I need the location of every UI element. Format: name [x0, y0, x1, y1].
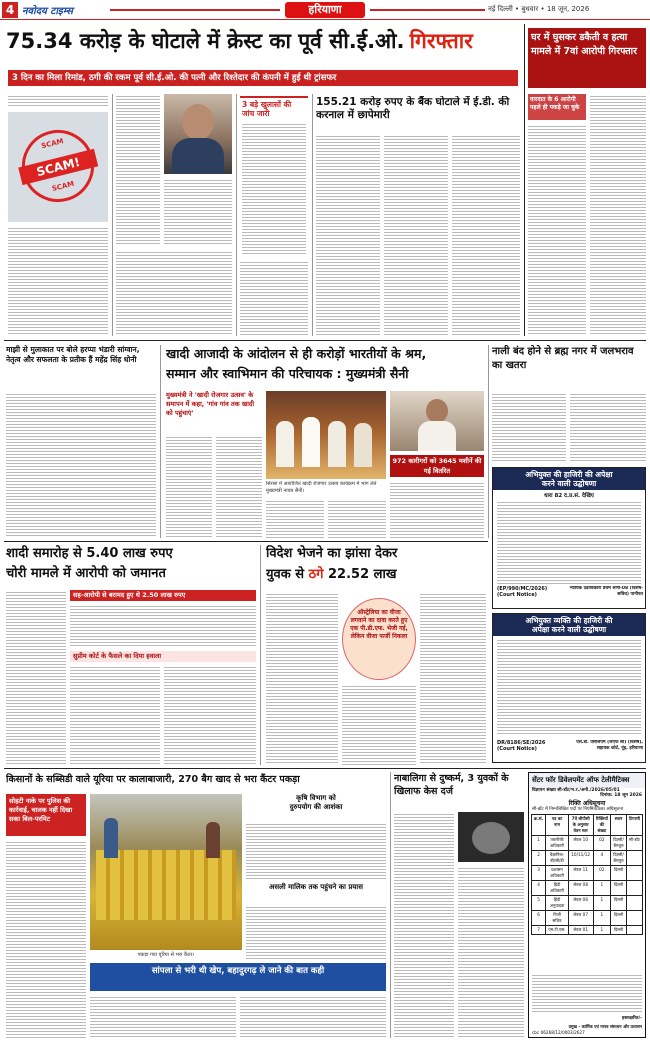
cdot-table-cell: [626, 851, 642, 866]
cdot-table-cell: लेवल 01: [568, 926, 593, 935]
cdot-table-header: 7वें सीपीसी के अनुसार वेतन स्तर: [568, 815, 593, 836]
visa-callout: ऑस्ट्रेलिया का वीजा लगवाने का दावा करते हुए एक पी.डी.एफ. भेजी गई, लेकिन वीजा फर्जी निकला: [342, 598, 416, 680]
lead-headline: [6, 27, 521, 61]
masthead: [0, 0, 650, 20]
khadi-stat-box: 972 कारीगरों को 3645 मशीनें की गई वितरित: [390, 455, 484, 477]
paper-name: नवोदय टाइम्स: [22, 6, 73, 17]
visa-fraud-headline-1: विदेश भेजने का झांसा देकर: [266, 546, 398, 561]
cdot-table-cell: निजी सचिव: [546, 911, 569, 926]
cdot-advertisement: [528, 772, 646, 1038]
cdot-table-cell: 3: [532, 866, 546, 881]
lead-headline-red: गिरफ्तार: [409, 29, 473, 53]
cdot-table-header: क्र.सं.: [532, 815, 546, 836]
urea-headline: किसानों के सब्सिडी वाले यूरिया पर कालाबाजारी, 270 बैग खाद से भरा कैंटर पकड़ा: [6, 774, 300, 785]
pullquote-box: [240, 96, 308, 256]
cdot-table-cell: 6: [532, 911, 546, 926]
cdot-table-cell: [626, 896, 642, 911]
visa-fraud-headline-2: युवक से ठगे 22.52 लाख: [266, 567, 397, 582]
cdot-table-cell: 1: [593, 911, 611, 926]
cdot-table-cell: 1: [532, 836, 546, 851]
lead-column-1-text: [8, 94, 108, 108]
supreme-court-box: सुप्रीम कोर्ट के फैसले का दिया हवाला: [70, 651, 256, 662]
accused-photo: [164, 94, 232, 174]
cdot-signatory: प्रमुख - कार्मिक एवं मानव संसाधन और प्रशासन: [568, 1024, 642, 1029]
owner-trace-head: असली मालिक तक पहुंचने का प्रयास: [269, 883, 363, 891]
urea-truck-photo: [90, 794, 242, 950]
wedding-theft-headline-1: शादी समारोह से 5.40 लाख रुपए: [6, 546, 173, 561]
cdot-table-cell: 2: [532, 851, 546, 866]
cdot-table-cell: 1: [593, 881, 611, 896]
cdot-table-cell: प्रशासन अधिकारी: [546, 866, 569, 881]
cdot-table-header: रिक्तियों की संख्या: [593, 815, 611, 836]
khadi-photo-caption: सिरसा में आयोजित खादी रोजगार उत्सव कार्यक्रम में भाग लेते मुख्यमंत्री नायब सैनी।: [266, 481, 377, 494]
sampla-blue-box: सांपला से भरी थी खेप, बहादुरगढ़ ले जाने की बात कही: [90, 963, 386, 991]
cdot-table-row: [532, 836, 643, 851]
cdot-table-cell: 4: [532, 881, 546, 896]
cdot-table-row: [532, 866, 643, 881]
cdot-table-row: [532, 911, 643, 926]
lead-headline-black: 75.34 करोड़ के घोटाले में क्रेस्ट का पूर्व सी.ई.ओ.: [6, 29, 405, 53]
urea-photo-caption: पकड़ा गया यूरिया से भरा कैंटर।: [137, 952, 195, 958]
cdot-title: सेंटर फॉर डिवेलपमेंट ऑफ टेलीमैटिक्स: [529, 773, 645, 788]
cdot-table-cell: दिल्ली: [611, 866, 627, 881]
cdot-table-cell: [626, 866, 642, 881]
cdot-table-row: [532, 881, 643, 896]
scam-stamp: SCAM SCAM! SCAM: [14, 122, 101, 209]
robbery-subhead: वारदात के 6 आरोपी पहले ही पकड़े जा चुके: [528, 94, 586, 120]
cdot-table-cell: 10/11/12: [568, 851, 593, 866]
lead-column-2-text: [116, 94, 160, 246]
cdot-table-cell: दिल्ली: [611, 926, 627, 935]
notice-1-section: धारा 82 द.प्र.सं. देखिए: [544, 493, 594, 499]
cdot-table-row: [532, 926, 643, 935]
cdot-table-cell: 02: [593, 836, 611, 851]
cdot-table-cell: दिल्ली: [611, 911, 627, 926]
cdot-vacancy-sub: सी-डॉट में निम्नलिखित पदों पर नियमित/ठेका अधिसूचना: [532, 806, 624, 812]
cdot-vacancy-title: रिक्ति अधिसूचना: [568, 799, 606, 807]
pullquote-title: 3 बड़े खुलासों की जांच जारी: [242, 100, 292, 118]
cdot-table-cell: 02: [593, 866, 611, 881]
city-date: नई दिल्ली • बुधवार • 18 जून, 2026: [488, 5, 590, 13]
cdot-vacancy-table: [531, 814, 643, 935]
cdot-table-cell: 7: [532, 926, 546, 935]
notice-1-title: अभियुक्त की हाजिरी की अपेक्षा करने वाली उद्घोषणा: [493, 468, 645, 490]
wedding-theft-headline-2: चोरी मामले में आरोपी को जमानत: [6, 566, 166, 581]
cdot-table-cell: 1: [593, 926, 611, 935]
khadi-headline-1: खादी आजादी के आंदोलन से ही करोड़ों भारतीयों के श्रम,: [166, 346, 427, 361]
cdot-signature: हस्ताक्षरित/-: [621, 1016, 642, 1021]
section-name: हरियाणा: [285, 2, 365, 18]
notice-1-case: (EP/990/MC/2026): [497, 586, 548, 592]
visa-fraud-headline-red: ठगे: [308, 567, 324, 582]
cm-photo: [390, 391, 484, 451]
cdot-table-header: स्थान: [611, 815, 627, 836]
cdot-table-cell: दिल्ली: [611, 896, 627, 911]
cdot-table-cell: [626, 911, 642, 926]
agri-dept-head: कृषि विभाग को दुरुपयोग की आशंका: [289, 794, 343, 811]
cdot-table-cell: [626, 881, 642, 896]
khadi-subhead: मुख्यमंत्री ने 'खादी रोजगार उत्सव' के समापन में कहा, 'गांव गांव तक खादी को पहुंचाएं': [166, 391, 255, 417]
court-notice-2: अभियुक्त व्यक्ति की हाजिरी की अपेक्षा करने वाली उद्घोषणा DR/8186/SE/2026 (Court Notice) एल.डी. एसीजेएम (जेएफ सी) (विशेष), सहायक कोर्ट, नूंह, हरियाणा: [492, 613, 646, 763]
robbery-headline: घर में घुसकर डकैती व हत्या मामले में 7वां आरोपी गिरफ्तार: [528, 28, 646, 88]
minor-assault-headline: नाबालिगा से दुष्कर्म, 3 युवकों के खिलाफ केस दर्ज: [394, 773, 509, 797]
cdot-table-cell: हिंदी अधिकारी: [546, 881, 569, 896]
drain-headline: नाली बंद होने से ब्रह्म नगर में जलभराव का खतरा: [492, 346, 634, 371]
cdot-table-cell: लेवल 07: [568, 911, 593, 926]
cdot-table-cell: दिल्ली: [611, 881, 627, 896]
ed-raid-headline: 155.21 करोड़ रुपए के बैंक घोटाले में ई.डी. की करनाल में छापेमारी: [316, 96, 510, 121]
notice-2-title: अभियुक्त व्यक्ति की हाजिरी की अपेक्षा करने वाली उद्घोषणा: [493, 614, 645, 636]
cdot-ad-date: दिनांक: 18 जून 2026: [600, 793, 642, 798]
cdot-ad-number: विज्ञापन संख्या सी-डॉट/भ.र./अनौ./2026/05/01: [532, 787, 620, 793]
notice-2-court: एल.डी. एसीजेएम (जेएफ सी) (विशेष), सहायक कोर्ट, नूंह, हरियाणा: [576, 740, 643, 751]
court-notice-1: अभियुक्त की हाजिरी की अपेक्षा करने वाली उद्घोषणा धारा 82 द.प्र.सं. देखिए (EP/990/MC/2026) (Court Notice) न्यायिक दंडाधिकारी प्रथम श्रेणी-08 (विशेष-सचिव) पानीपत: [492, 467, 646, 609]
cdot-table-row: [532, 896, 643, 911]
urea-sub-box: सोहटी नाके पर पुलिस की कार्रवाई, चालक नहीं दिखा सका बिल-परमिट: [6, 794, 86, 836]
cdot-table-cell: 1: [593, 896, 611, 911]
cdot-table-cell: दिल्ली/बेंगलुरु: [611, 851, 627, 866]
cdot-table-cell: एम.टी.एस.: [546, 926, 569, 935]
lead-subhead: 3 दिन का मिला रिमांड, ठगी की रकम पूर्व सी.ई.ओ. की पत्नी और रिश्तेदार की कंपनी में हुई थी ट्रांसफर: [8, 70, 518, 86]
cdot-cbc-code: cbc 06268/12/0003/2627: [532, 1030, 585, 1035]
cdot-table-cell: [626, 926, 642, 935]
dhoni-headline: माझी से मुलाकात पर बोले हरप्पा भंडारी सांग्वान, नेतृत्व और सफलता के प्रतीक हैं महेंद्र सिंह धोनी: [6, 345, 140, 364]
khadi-headline-2: सम्मान और स्वाभिमान की परिचायक : मुख्यमंत्री सैनी: [166, 366, 409, 381]
cdot-table-cell: लेवल 06: [568, 896, 593, 911]
cdot-table-cell: लेवल 08: [568, 881, 593, 896]
cdot-table-row: [532, 851, 643, 866]
cdot-table-header: टिप्पणी: [626, 815, 642, 836]
khadi-event-photo: [266, 391, 386, 479]
cdot-table-cell: सी-डॉट: [626, 836, 642, 851]
cdot-table-header: पद का नाम: [546, 815, 569, 836]
cdot-table-cell: लेवल 11: [568, 866, 593, 881]
cdot-table-cell: दिल्ली/बेंगलुरु: [611, 836, 627, 851]
cdot-table-cell: वैज्ञानिक-बी/सी/डी: [546, 851, 569, 866]
page-number: 4: [2, 2, 18, 18]
notice-1-court: न्यायिक दंडाधिकारी प्रथम श्रेणी-08 (विशेष-सचिव) पानीपत: [569, 586, 643, 597]
cdot-table-cell: तकनीकी अधिकारी: [546, 836, 569, 851]
cdot-table-cell: लेवल 10: [568, 836, 593, 851]
recovered-box: सह-आरोपी से बरामद हुए थे 2.50 लाख रुपए: [70, 590, 256, 601]
crime-illustration: [458, 812, 524, 862]
scam-graphic: [8, 112, 108, 222]
cdot-table-cell: 4: [593, 851, 611, 866]
cdot-table-cell: 5: [532, 896, 546, 911]
cdot-table-cell: हिंदी अनुवादक: [546, 896, 569, 911]
notice-2-case: DR/8186/SE/2026: [497, 740, 546, 746]
